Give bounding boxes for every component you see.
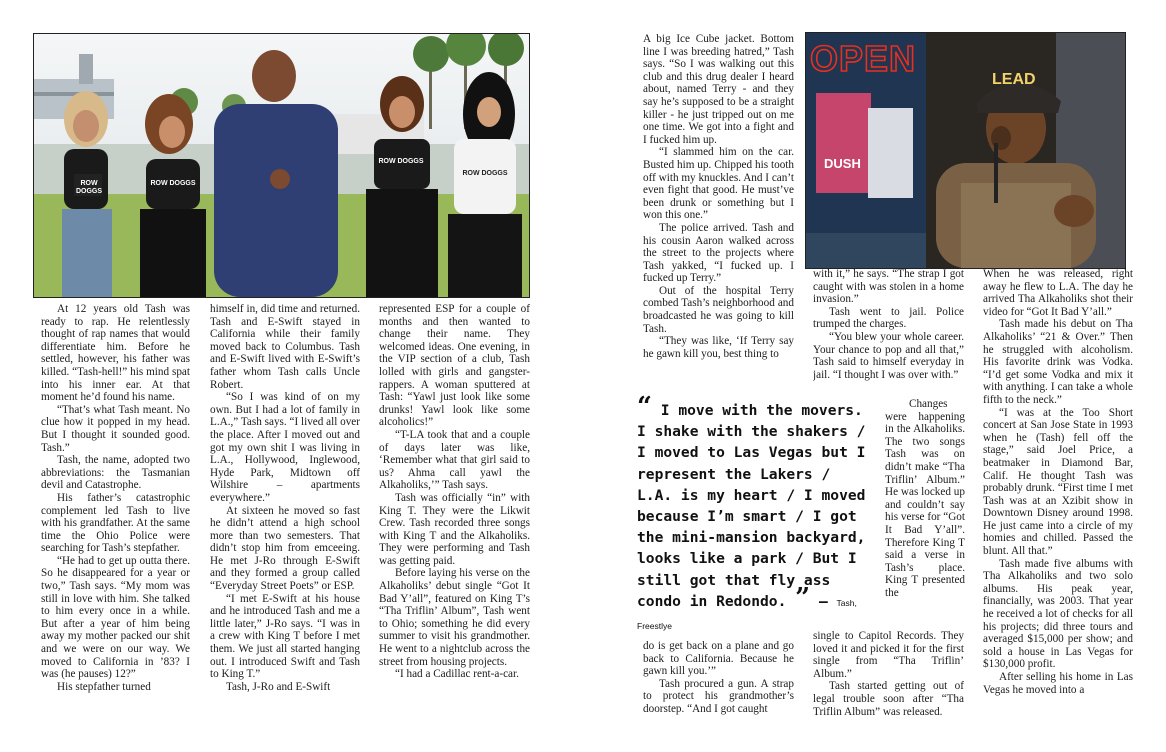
paragraph: At sixteen he moved so fast he didn’t attend a high school more than two semesters. That didn’t stop him from emceeing. He met J-Ro through E-Swift and they formed a group called “Everyday Street Poets” or ESP.	[210, 504, 360, 593]
left-column-1	[41, 303, 190, 723]
paragraph: Changes were happening in the Alkaholiks. The two songs Tash was on didn’t make “Tha Triflin’ Album.” He was locked up and couldn’t say his verse for “Got It Bad Y’all”. Therefore King T said a verse in Tash’s place. King T presented the	[885, 398, 965, 599]
paragraph: Tash went to jail. Police trumped the charges.	[813, 305, 964, 331]
paragraph: “I had a Cadillac rent-a-car.	[395, 668, 519, 681]
paragraph: Out of the hospital Terry combed Tash’s neighborhood and broadcasted he was going to kill Tash.	[643, 284, 794, 335]
pull-quote-text: I move with the movers. I shake with the shakers / I moved to Las Vegas but I represent the Lakers / L.A. is my heart / I moved because I’m smart / I got the mini-mansion backyard, looks like a park / But I still got that fly ass condo in Redondo.	[637, 402, 866, 610]
paragraph: “That’s what Tash meant. No clue how it popped in my head. But I thought it sounded good. Tash.”	[41, 403, 190, 454]
paragraph: “So I was kind of on my own. But I had a lot of family in L.A.,” Tash says. “I lived all over the place. After I moved out and got my own shit I was living in L.A., Hollywood, Inglewood, Hyde Park, Midtown off Wilshire – apartments everywhere.”	[210, 391, 360, 504]
paragraph: with it,” he says. “The strap I got caught with was stolen in a home invasion.”	[813, 268, 964, 306]
right-page	[600, 0, 1166, 752]
right-column-1-top	[643, 33, 794, 398]
paragraph: “T-LA took that and a couple of days later was like, ‘Remember what that girl said to us? Ahma call yawl the Alkaholiks,’” Tash says.	[379, 428, 530, 492]
right-column-1-bottom	[643, 640, 794, 720]
paragraph: Before laying his verse on the Alkaholiks’ debut single “Got It Bad Y’all”, featured on King T’s “Tha Triflin’ Album”, Tash went to Ohio; something he did every summer to visit his grandmother. He went to a nightclub across the street from housing projects.	[379, 567, 530, 668]
paragraph: His stepfather turned	[57, 680, 151, 693]
right-column-2-top	[813, 268, 964, 400]
paragraph: “They was like, ‘If Terry say he gawn kill you, best thing to	[643, 335, 794, 360]
paragraph: single to Capitol Records. They loved it and picked it for the first single from “Tha Triflin’ Album.”	[813, 630, 964, 680]
paragraph: represented ESP for a couple of months and then wanted to change their name. They welcomed ideas. One evening, in the VIP section of a club, Tash lolled with girls and gangster-rappers. A woman sputtered at Tash: “Yawl just look like some drunks! Yawl look like some alcoholics!”	[379, 303, 530, 429]
pull-quote-credit: Tash, Freestlye	[637, 597, 857, 632]
shirt-print: DUSH	[824, 156, 861, 171]
pull-quote-open-mark: “	[637, 392, 652, 422]
paragraph: A big Ice Cube jacket. Bottom line I was breeding hatred,” Tash says. “So I was walking out this club and this drug dealer I heard about, named Terry - and they say he’s supposed to be a straight killer - he just tripped out on me one time. We got into a fight and I fucked him up.	[643, 33, 794, 146]
paragraph: “I slammed him on the car. Busted him up. Chipped his tooth off with my knuckles. And I can’t even fight that good. He must’ve been drunk or something but I won this one.”	[643, 146, 794, 222]
paragraph: himself in, did time and returned. Tash and E-Swift stayed in California while their family moved back to Columbus. Tash and E-Swift lived with E-Swift’s father whom Tash calls Uncle Robert.	[210, 303, 360, 391]
group-photo-illustration	[34, 34, 529, 297]
paragraph: Tash was officially “in” with King T. They were the Likwit Crew. Tash recorded three songs with King T and the Alkaholiks. They were performing and Tash was getting paid.	[379, 491, 530, 567]
right-column-3	[983, 268, 1133, 722]
paragraph: His father’s catastrophic complement led Tash to live with his grandfather. At the same time the Ohio Police were searching for Tash’s stepfather.	[41, 491, 190, 555]
paragraph: “I was at the Too Short concert at San Jose State in 1993 when he (Tash) fell off the stage,” said Joel Price, a beatmaker in Diamond Bar, Calif. He thought Tash was probably drunk. “First time I met Tash was at an Xzibit show in Downtown Disney around 1998. He just came into a circle of my homies and chilled. Passed the blunt. All that.”	[983, 406, 1133, 558]
shirt-logo-2: ROW DOGGS	[150, 180, 196, 187]
paragraph: The police arrived. Tash and his cousin Aaron walked across the street to the projects where Tash yakked, “I fucked up. I fucked up Terry.”	[643, 221, 794, 285]
paragraph: Tash, J-Ro and E-Swift	[226, 680, 331, 693]
left-page	[0, 0, 560, 752]
shirt-logo-4: ROW DOGGS	[462, 170, 508, 177]
paragraph: Tash procured a gun. A strap to protect his grandmother’s doorstep. “And I got caught	[643, 677, 794, 715]
shirt-logo-3: ROW DOGGS	[378, 158, 424, 165]
paragraph: “I met E-Swift at his house and he introduced Tash and me a little later,” J-Ro says. “I was in a crew with King T before I met them. We just all started hanging out. I introduced Swift and Tash to King T.”	[210, 592, 360, 681]
paragraph: “You blew your whole career. Your chance to pop and all that,” Tash said to himself everyday in jail. “I thought I was over with.”	[813, 330, 964, 381]
paragraph: When he was released, right away he flew to L.A. The day he arrived Tha Alkaholiks shot their video for “Got It Bad Y’all.”	[983, 268, 1133, 318]
paragraph: do is get back on a plane and go back to California. Because he gawn kill you.’”	[643, 640, 794, 678]
paragraph: Tash made five albums with Tha Alkaholiks and two solo albums. His peak year, financially, was 2003. That year he received a lot of checks for all his projects; did three tours and averaged $15,000 per show; and sold a house in Las Vegas for $130,000 profit.	[983, 557, 1133, 671]
shirt-logo-1: ROW DOGGS	[75, 180, 103, 195]
paragraph: Tash started getting out of legal trouble soon after “Tha Triflin Album” was released.	[813, 680, 964, 718]
group-photo	[33, 33, 530, 298]
right-column-2-narrow	[885, 398, 965, 630]
paragraph: At 12 years old Tash was ready to rap. He relentlessly thought of rap names that would differentiate him. Before he settled, however, his father was killed. “Tash-hell!” his mind spat into his inner ear. At that moment he’d found his name.	[41, 303, 190, 404]
paragraph: Tash made his debut on Tha Alkaholiks’ “21 & Over.” Then he struggled with alcoholism. His favorite drink was Vodka. “I’d get some Vodka and mix it with anything. I can take a whole fifth to the neck.”	[983, 318, 1133, 406]
paragraph: After selling his home in Las Vegas he moved into a	[983, 671, 1133, 696]
left-column-3	[379, 303, 530, 723]
neon-open-sign: OPEN	[810, 38, 917, 79]
pull-quote	[637, 392, 873, 637]
pull-quote-close-mark: ”	[795, 582, 811, 613]
left-column-2	[210, 303, 360, 723]
paragraph: “He had to get up outta there. So he disappeared for a year or two,” Tash says. “My mom was still in love with him. She talked to him every once in a while. But after a year of him being away my mother packed our shit and we were on our way. We moved to California in ’83? I was (he pauses) 12?”	[41, 554, 190, 681]
cap-logo: LEAD	[992, 71, 1036, 88]
pull-quote-dash: –	[818, 592, 828, 610]
right-column-2-bottom	[813, 630, 964, 722]
performer-photo	[805, 32, 1126, 269]
paragraph: Tash, the name, adopted two abbreviations: the Tasmanian devil and Catastrophe.	[41, 454, 190, 492]
